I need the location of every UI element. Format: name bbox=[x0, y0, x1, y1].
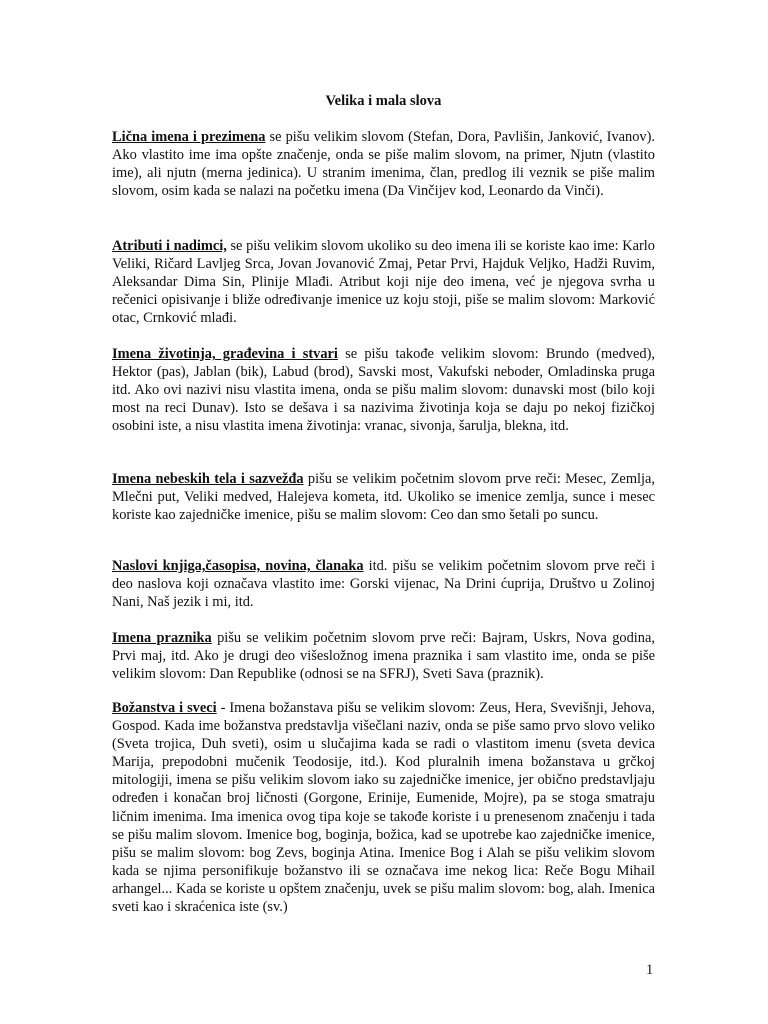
section-heading: Lična imena i prezimena bbox=[112, 129, 266, 145]
section-text: pišu se velikim početnim slovom prve reči: Mesec, Zemlja, Mlečni put, Veliki medved, Halejeva kometa, itd. Ukoliko se imenice zemlja, sunce i mesec koriste kao zajedničke imenice, pišu se malim slovom: Ceo dan smo šetali po suncu. bbox=[112, 471, 655, 524]
section-heading: Božanstva i sveci bbox=[112, 700, 217, 716]
paragraph-bozanstva bbox=[112, 699, 655, 916]
section-text: se pišu velikim slovom ukoliko su deo imena ili se koriste kao ime: Karlo Veliki, Ričard Lavljeg Srca, Jovan Jovanović Zmaj, Petar Prvi, Hajduk Veljko, Hadži Ruvim, Aleksandar Dima Sin, Plinije Mlađi. Atribut koji nije deo imena, već je njegova svrha u rečenici opisivanje i bliže određivanje imenice uz koju stoji, piše se malim slovom: Marković otac, Crnković mlađi. bbox=[112, 238, 655, 327]
paragraph-imena-zivotinja bbox=[112, 345, 655, 435]
paragraph-nebeska-tela bbox=[112, 470, 655, 524]
paragraph-licna-imena bbox=[112, 128, 655, 200]
section-heading: Imena nebeskih tela i sazvežđa bbox=[112, 471, 304, 487]
paragraph-atributi bbox=[112, 237, 655, 327]
section-text: se pišu takođe velikim slovom: Brundo (medved), Hektor (pas), Jablan (bik), Labud (brod), Savski most, Vakufski neboder, Omladinska pruga itd. Ako ovi nazivi nisu vlastita imena, onda se pišu malim slovom: dunavski most (bilo koji most na reci Dunav). Isto se dešava i sa nazivima životinja koja se daju po nekoj fizičkoj osobini iste, a nisu vlastita imena životinja: vranac, sivonja, šarulja, blekna, itd. bbox=[112, 346, 655, 435]
section-heading: Naslovi knjiga,časopisa, novina, članaka bbox=[112, 558, 364, 574]
section-heading: Imena životinja, građevina i stvari bbox=[112, 346, 338, 362]
section-heading: Imena praznika bbox=[112, 630, 212, 646]
section-text: pišu se velikim početnim slovom prve reči: Bajram, Uskrs, Nova godina, Prvi maj, itd. Ako je drugi deo višesložnog imena praznika i sam vlastito ime, onda se piše velikim slovom: Dan Republike (odnosi se na SFRJ), Sveti Sava (praznik). bbox=[112, 630, 655, 683]
section-text: se pišu velikim slovom (Stefan, Dora, Pavlišin, Janković, Ivanov). Ako vlastito ime ima opšte značenje, onda se piše malim slovom, na primer, Njutn (vlastito ime), ali njutn (merna jedinica). U stranim imenima, član, predlog ili veznik se piše malim slovom, osim kada se nalazi na početku imena (Da Vinčijev kod, Leonardo da Vinči). bbox=[112, 129, 656, 200]
section-heading: Atributi i nadimci, bbox=[112, 238, 227, 254]
paragraph-naslovi bbox=[112, 557, 655, 611]
paragraph-praznici bbox=[112, 629, 655, 683]
page-title: Velika i mala slova bbox=[325, 93, 442, 109]
section-text: - Imena božanstava pišu se velikim slovom: Zeus, Hera, Svevišnji, Jehova, Gospod. Kada ime božanstva predstavlja višečlani naziv, onda se piše samo prvo slovo veliko (Sveta trojica, Duh sveti), osim u slučajima kada se radi o vlastitom imenu (sveta devica Marija, prepodobni mučenik Teodosije, itd.). Kod pluralnih imena božanstava u grčkoj mitologiji, imena se pišu velikim slovom iako su zajedničke imenice, jer obično predstavljaju određen i konačan broj ličnosti (Gorgone, Erinije, Eumenide, Mojre), pa se stoga smatraju ličnim imenima. Ima imenica ovog tipa koje se takođe koriste i u prenesenom značenju i tada se pišu malim slovom. Imenice bog, boginja, božica, kad se upotrebe kao zajedničke imenice, pišu se malim slovom: bog Zevs, boginja Atina. Imenice Bog i Alah se pišu velikim slovom kada se njima personifikuje božanstvo ili se označava ime nekog lica: Reče Bogu Mihail arhangel... Kada se koriste u opštem značenju, uvek se pišu malim slovom: bog, alah. Imenica sveti kao i skraćenica iste (sv.) bbox=[112, 700, 655, 916]
page-number: 1 bbox=[646, 962, 654, 978]
section-text: itd. pišu se velikim početnim slovom prve reči i deo naslova koji označava vlastito ime: Gorski vijenac, Na Drini ćuprija, Društvo u Zolinoj Nani, Naš jezik i mi, itd. bbox=[112, 558, 655, 611]
